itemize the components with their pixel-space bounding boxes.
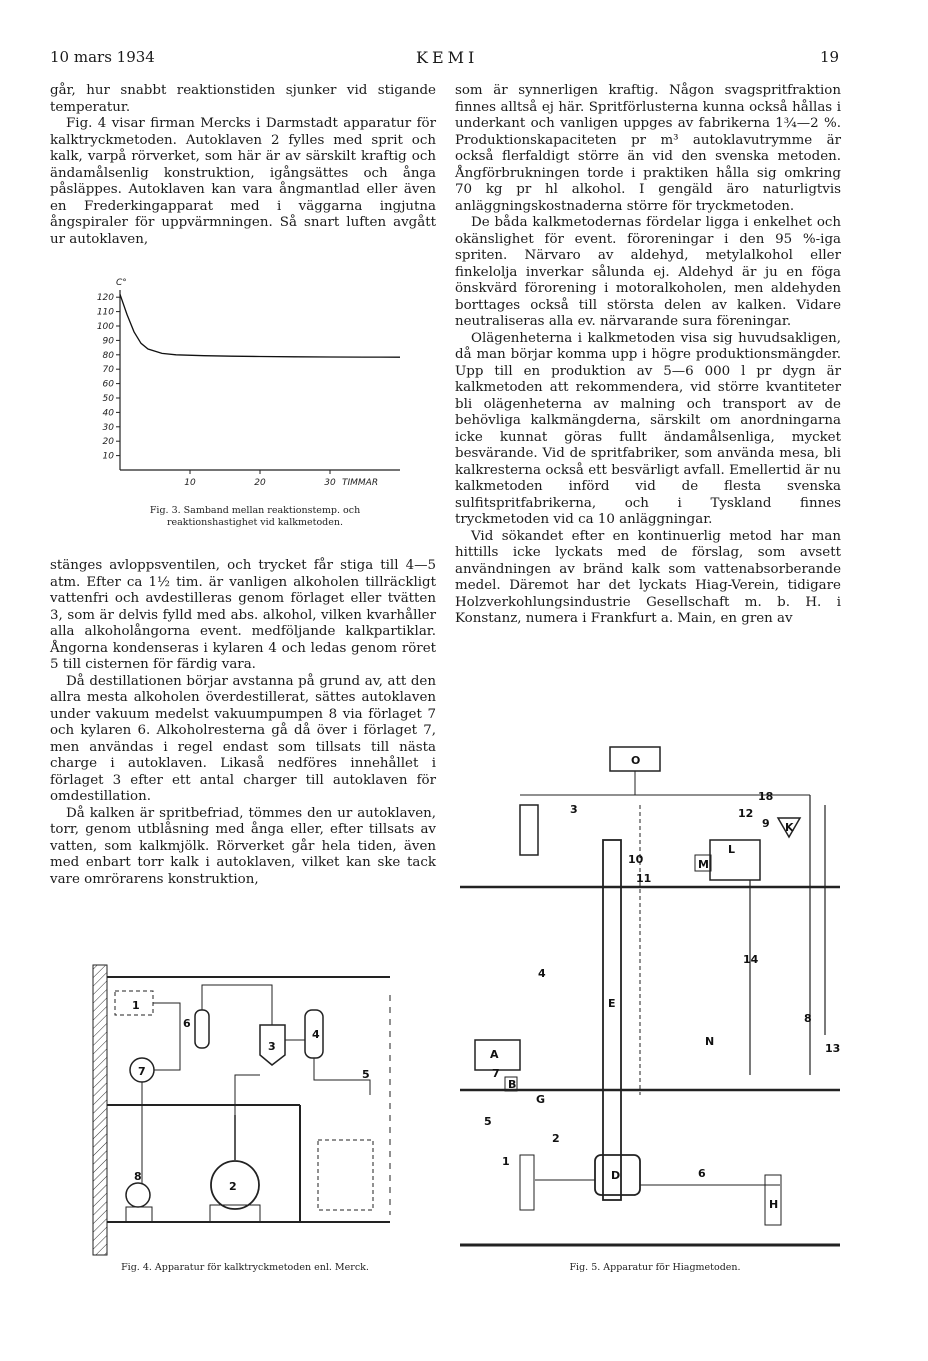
fig5-diagram (460, 745, 840, 1260)
y-tick-label: 30 (102, 422, 114, 433)
column-3 (520, 805, 538, 855)
fig5-label: 7 (492, 1067, 500, 1080)
x-tick-label: 20 (254, 478, 266, 488)
paragraph: Då destillationen börjar avstanna på grund av, att den allra mesta alkoholen överdestillerat, sättes autoklaven under vakuum medelst vakuumpumpen 8 via förlaget 7 och kylaren 6. Alkoholresterna gå då över i förlaget 7, men användas i regel endast som tillsats till nästa charge i autoklaven. Likaså nedföres innehållet i förlaget 3 efter ett antal charger till autoklaven för omdestillation. (50, 673, 436, 804)
fig4-label: 2 (229, 1180, 237, 1193)
autoclave-base (210, 1205, 260, 1222)
fig5-label: G (536, 1093, 546, 1106)
y-axis-label: C° (116, 278, 127, 288)
x-tick-label: 30 (324, 478, 336, 488)
fig5-label: N (705, 1035, 715, 1048)
fig4-label: 3 (268, 1040, 276, 1053)
fig5-label: 10 (628, 853, 644, 866)
fig5-label: 5 (484, 1115, 492, 1128)
fig5-label: D (611, 1169, 621, 1182)
paragraph: Vid sökandet efter en kontinuerlig metod har man hittills icke lyckats med de förslag, som avsett användningen av bränd kalk som vattenabsorberande medel. Däremot har det lyckats Hiag-Verein, tidigare Holzverkohlungsindustrie Gesellschaft m. b. H. i Konstanz, numera i Frankfurt a. Main, en gren av (455, 528, 841, 626)
fig5-label: 9 (762, 817, 770, 830)
x-axis-label: TIMMAR (342, 478, 379, 488)
paragraph: som är synnerligen kraftig. Någon svagspritfraktion finnes alltså ej här. Spritförlusterna kunna också hållas i underkant och vanligen uppges av fabrikerna 1¾—2 %. Produktionskapaciteten pr m³ autoklavutrymme är också flerfaldigt större än vid den svenska metoden. Ångförbrukningen torde i praktiken hålla sig omkring 70 kg pr hl alkohol. I gengäld äro naturligtvis anläggningskostnaderna större för tryckmetoden. (455, 83, 841, 214)
left-column-bottom (50, 558, 436, 888)
y-tick-label: 120 (96, 293, 114, 304)
fig5-label: 2 (552, 1132, 560, 1145)
fig5-label: 14 (743, 953, 759, 966)
issue-date: 10 mars 1934 (50, 48, 155, 66)
y-tick-label: 50 (102, 394, 114, 404)
y-tick-label: 20 (102, 437, 114, 448)
pipe (235, 1075, 260, 1115)
y-tick-label: 100 (96, 322, 114, 332)
fig5-label: H (769, 1198, 779, 1211)
fig5-label: 4 (538, 967, 546, 980)
fig5-label: L (728, 843, 736, 856)
tank-dashed (318, 1140, 373, 1210)
right-column (455, 83, 841, 628)
cooler-6 (195, 1010, 209, 1048)
fig5-label: 12 (738, 807, 754, 820)
fig5-label: A (490, 1048, 499, 1061)
fig5-label: 11 (636, 872, 652, 885)
page-number: 19 (820, 48, 840, 66)
paragraph: Då kalken är spritbefriad, tömmes den ur autoklaven, torr, genom utblåsning med ånga eller, efter tillsats av vatten, som kalkmjölk. Rörverket går hela tiden, även med enbart torr kalk i autoklaven, vilket kan ske tack vare omrörarens konstruktion, (50, 805, 436, 887)
y-tick-label: 10 (102, 451, 114, 462)
vacuum-pump-8 (126, 1183, 150, 1207)
pipe (202, 985, 272, 1025)
fig4-label: 8 (134, 1170, 142, 1183)
fig5-label: K (785, 821, 794, 834)
fig5-label: O (631, 754, 641, 767)
fig5-label: 8 (804, 1012, 812, 1025)
fig4-label: 7 (138, 1065, 146, 1078)
left-column-top (50, 83, 436, 248)
unit-1 (520, 1155, 534, 1210)
fig4-label: 4 (312, 1028, 320, 1041)
fig5-label: E (608, 997, 616, 1010)
fig4-diagram (90, 955, 410, 1260)
x-tick-label: 10 (184, 478, 196, 488)
fig5-label: 18 (758, 790, 774, 803)
journal-title: KEMI (416, 48, 479, 67)
fig4-label: 1 (132, 999, 140, 1012)
wall (93, 965, 107, 1255)
fig3-caption: Fig. 3. Samband mellan reaktionstemp. och reaktionshastighet vid kalkmetoden. (149, 505, 361, 528)
paragraph: går, hur snabbt reaktionstiden sjunker vid stigande temperatur. (50, 83, 436, 115)
fig5-label: 3 (570, 803, 578, 816)
y-tick-label: 90 (102, 336, 114, 347)
paragraph: Fig. 4 visar firman Mercks i Darmstadt apparatur för kalktryckmetoden. Autoklaven 2 fylles med sprit och kalk, varpå rörverket, som här är av särskilt kraftig och ändamålsenlig konstruktion, igångsättes och ånga påsläppes. Autoklaven kan vara ångmantlad eller även en Frederkingapparat med i väggarna ingjutna ångspiraler för uppvärmningen. Så snart luften avgått ur autoklaven, (50, 116, 436, 247)
fig5-label: 6 (698, 1167, 706, 1180)
y-tick-label: 80 (102, 350, 114, 361)
paragraph: Olägenheterna i kalkmetoden visa sig huvudsakligen, då man börjar komma upp i högre produktionsmängder. Upp till en produktion av 5—6 000 l pr dygn är kalkmetoden att rekommendera, vid större kvantiteter bli olägenheterna av malning och transport av de behövliga kalkmängderna, särskilt om anordningarna icke kunnat göras fullt ändamålsenliga, mycket besvärande. Vid de spritfabriker, som använda mesa, bli kalkresterna också ett besvärligt avfall. Emellertid är nu kalkmetoden införd vid de flesta svenska sulfitspritfabrikerna, och i Tyskland finnes tryckmetoden vid ca 10 anläggningar. (455, 330, 841, 527)
fig5-label: M (698, 858, 709, 871)
column-E (603, 840, 621, 1200)
fig5-caption: Fig. 5. Apparatur för Hiagmetoden. (569, 1262, 741, 1273)
pipe (153, 1003, 180, 1070)
y-tick-label: 40 (102, 408, 114, 419)
fig4-caption: Fig. 4. Apparatur för kalktryckmetoden enl. Merck. (121, 1262, 369, 1273)
fig3-chart (80, 270, 420, 500)
y-tick-label: 70 (102, 365, 114, 376)
paragraph: De båda kalkmetodernas fördelar ligga i enkelhet och okänslighet för event. föroreningar i den 95 %-iga spriten. Närvaro av aldehyd, metylalkohol eller finkelolja inverkar sålunda ej. Aldehyd är ju en föga önskvärd förorening i motoralkoholen, men aldehyden borttages också till största delen av kalken. Vidare neutraliseras alla ev. närvarande sura föreningar. (455, 215, 841, 329)
fig5-label: 13 (825, 1042, 840, 1055)
fig4-label: 5 (362, 1068, 370, 1081)
y-tick-label: 110 (96, 307, 114, 318)
fig5-label: B (508, 1078, 517, 1091)
pump-base (126, 1207, 152, 1222)
fig5-label: 1 (502, 1155, 510, 1168)
temperature-curve (120, 294, 400, 357)
paragraph: stänges avloppsventilen, och trycket får stiga till 4—5 atm. Efter ca 1½ tim. är vanligen alkoholen tillräckligt vattenfri och avdestilleras genom förlaget eller tvätten 3, som är delvis fylld med abs. alkohol, vilken kvarhåller alla alkoholångorna event. medföljande kalkpartiklar. Ångorna kondenseras i kylaren 4 och ledas genom röret 5 till cisternen för färdig vara. (50, 558, 436, 672)
y-tick-label: 60 (102, 379, 114, 390)
fig4-label: 6 (183, 1017, 191, 1030)
